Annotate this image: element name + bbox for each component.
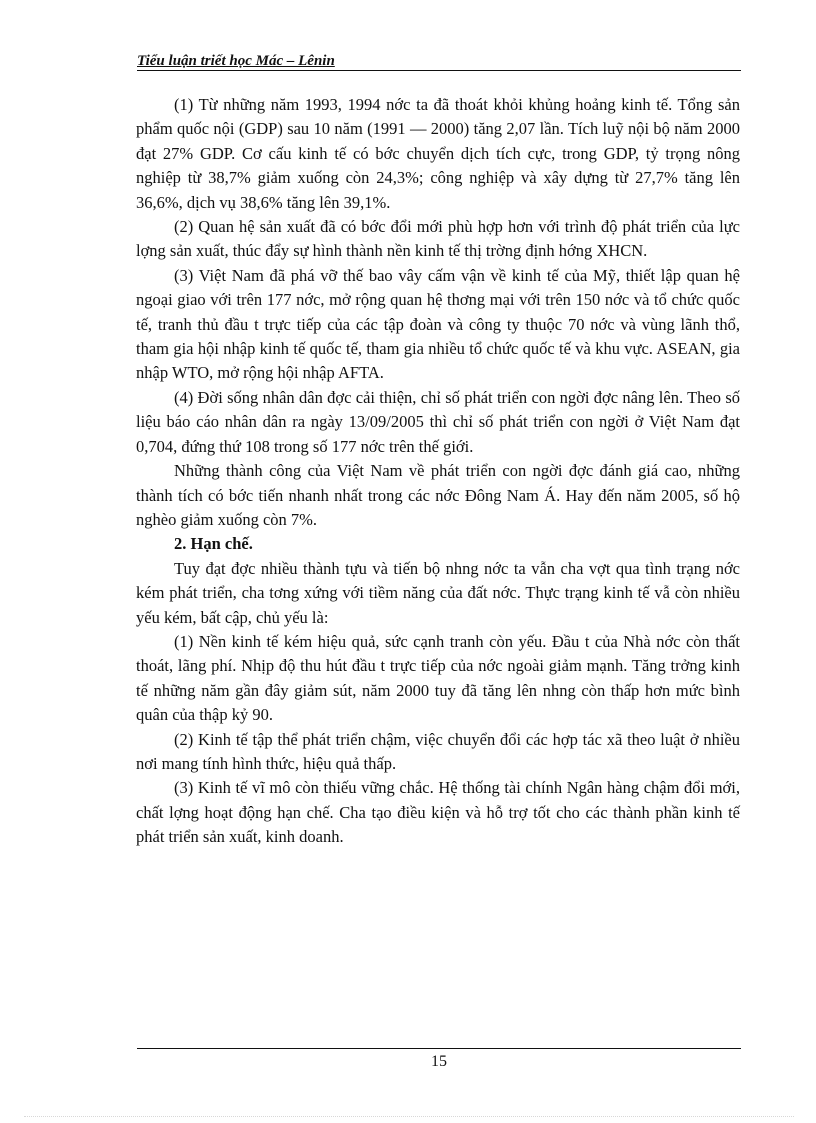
page-edge-divider [24,1116,794,1117]
paragraph-production-relations: (2) Quan hệ sản xuất đã có bớc đổi mới phù hợp hơn với trình độ phát triển của lực lợng sản xuất, thúc đẩy sự hình thành nền kinh tế thị trờng định hớng XHCN. [136,217,740,261]
paragraph-economic-growth: (1) Từ những năm 1993, 1994 nớc ta đã thoát khỏi khủng hoảng kinh tế. Tổng sản phẩm quốc nội (GDP) sau 10 năm (1991 — 2000) tăng 2,07 lần. Tích luỹ nội bộ năm 2000 đạt 27% GDP. Cơ cấu kinh tế có bớc chuyển dịch tích cực, trong GDP, tỷ trọng nông nghiệp từ 38,7% giảm xuống còn 24,3%; công nghiệp và xây dựng từ 27,7% tăng lên 36,6%, dịch vụ 38,6% tăng lên 39,1%. [136,95,740,212]
page-number: 15 [431,1053,447,1070]
document-body [136,93,740,850]
paragraph-achievements: Những thành công của Việt Nam về phát triển con ngời đợc đánh giá cao, những thành tích có bớc tiến nhanh nhất trong các nớc Đông Nam Á. Hay đến năm 2005, số hộ nghèo giảm xuống còn 7%. [136,461,740,529]
running-header-title: Tiểu luận triết học Mác – Lênin [137,53,335,69]
paragraph-limitation-macro: (3) Kinh tế vĩ mô còn thiếu vững chắc. Hệ thống tài chính Ngân hàng chậm đổi mới, chất lợng hoạt động hạn chế. Cha tạo điều kiện và hỗ trợ tốt cho các thành phần kinh tế phát triển sản xuất, kinh doanh. [136,778,740,847]
paragraph-foreign-relations: (3) Việt Nam đã phá vỡ thế bao vây cấm vận về kinh tế của Mỹ, thiết lập quan hệ ngoại giao với trên 177 nớc, mở rộng quan hệ thơng mại với trên 150 nớc và tổ chức quốc tế, tranh thủ đầu t trực tiếp của các tập đoàn và công ty thuộc 70 nớc và vùng lãnh thổ, tham gia hội nhập kinh tế quốc tế, tham gia nhiều tổ chức quốc tế và khu vực. ASEAN, gia nhập WTO, mở rộng hội nhập AFTA. [136,265,740,383]
footer-rule [137,1048,741,1049]
paragraph-limitation-collective: (2) Kinh tế tập thể phát triển chậm, việc chuyển đổi các hợp tác xã theo luật ở nhiều nơi mang tính hình thức, hiệu quả thấp. [136,729,740,773]
paragraph-living-standards: (4) Đời sống nhân dân đợc cải thiện, chỉ số phát triển con ngời đợc nâng lên. Theo số liệu báo cáo nhân dân ra ngày 13/09/2005 thì chỉ số phát triển con ngời ở Việt Nam đạt 0,704, đứng thứ 108 trong số 177 nớc trên thế giới. [136,387,740,456]
paragraph-limitations-intro: Tuy đạt đợc nhiều thành tựu và tiến bộ nhng nớc ta vẫn cha vợt qua tình trạng nớc kém phát triển, cha tơng xứng với tiềm năng của đất nớc. Thực trạng kinh tế vẫ còn nhiều yếu kém, bất cập, chủ yếu là: [136,558,740,627]
header-rule [137,70,741,71]
paragraph-limitation-efficiency: (1) Nền kinh tế kém hiệu quả, sức cạnh tranh còn yếu. Đầu t của Nhà nớc còn thất thoát, lãng phí. Nhịp độ thu hút đầu t trực tiếp của nớc ngoài giảm mạnh. Tăng trởng kinh tế những năm gần đây giảm sút, năm 2000 tuy đã tăng lên nhng còn thấp hơn mức bình quân của thập kỷ 90. [136,631,740,725]
section-heading-limitations: 2. Hạn chế. [174,534,253,554]
